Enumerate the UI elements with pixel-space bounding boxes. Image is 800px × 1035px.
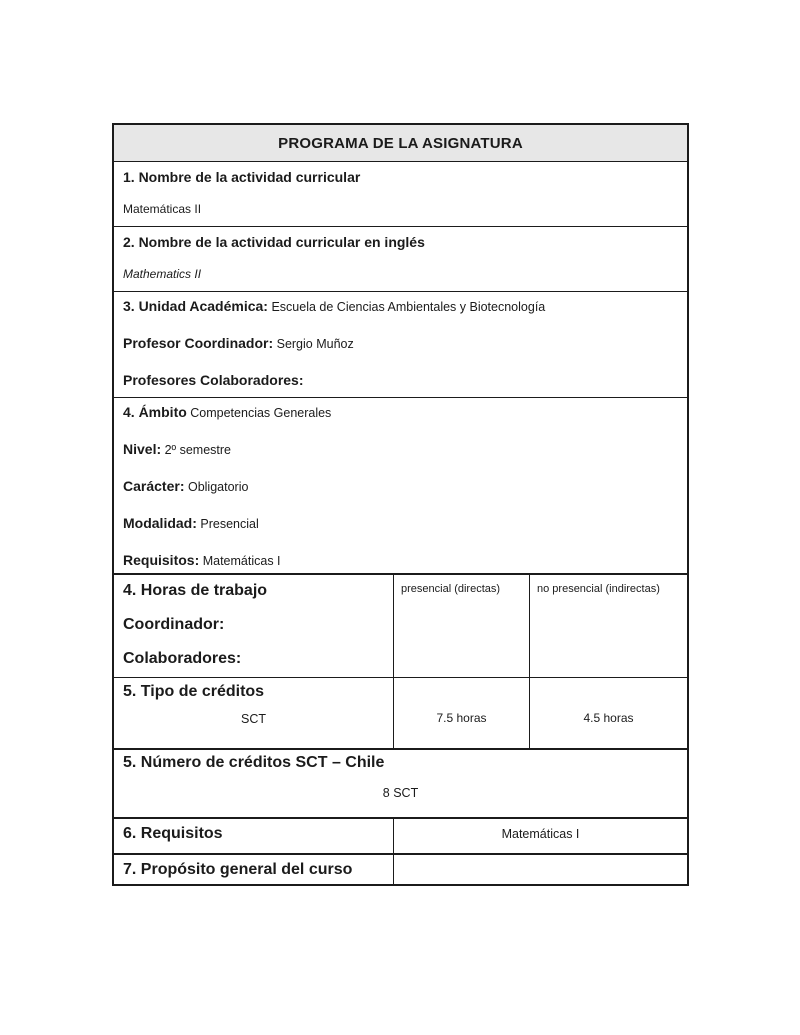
- nivel-label: Nivel:: [123, 441, 162, 457]
- ambito-label: 4. Ámbito: [123, 404, 187, 420]
- nombre-actividad-label: 1. Nombre de la actividad curricular: [123, 169, 361, 185]
- ambito-value: Competencias Generales: [190, 406, 332, 420]
- caracter-label: Carácter:: [123, 478, 185, 494]
- modalidad-line: [123, 513, 678, 534]
- requisitos-label: Requisitos:: [123, 552, 200, 568]
- nombre-ingles-label: 2. Nombre de la actividad curricular en inglés: [123, 234, 425, 250]
- profesores-colaboradores-line: [123, 370, 678, 391]
- tipo-creditos-label: 5. Tipo de créditos: [123, 683, 265, 700]
- col-no-presencial-header: no presencial (indirectas): [537, 583, 660, 595]
- nombre-ingles-value: Mathematics II: [123, 267, 202, 281]
- col-no-presencial-cell: [529, 575, 687, 677]
- caracter-value: Obligatorio: [187, 480, 249, 494]
- requisitos-line: [123, 550, 678, 571]
- nombre-actividad-value: Matemáticas II: [123, 202, 202, 216]
- horas-colaboradores-label: Colaboradores:: [123, 650, 242, 667]
- horas-presencial-cell: [393, 678, 529, 748]
- proposito-label: 7. Propósito general del curso: [123, 861, 353, 878]
- requisitos-value: Matemáticas I: [202, 554, 281, 568]
- modalidad-value: Presencial: [200, 517, 259, 531]
- programa-asignatura-table: [112, 123, 689, 886]
- horas-coordinador-label: Coordinador:: [123, 616, 225, 633]
- ambito-line: [123, 402, 678, 423]
- horas-trabajo-label: 4. Horas de trabajo: [123, 582, 268, 599]
- row-tipo-creditos: [114, 677, 687, 748]
- row-nombre-ingles: [114, 226, 687, 291]
- tipo-creditos-cell: [114, 678, 393, 748]
- modalidad-label: Modalidad:: [123, 515, 197, 531]
- numero-creditos-value: 8 SCT: [382, 786, 419, 800]
- profesores-colaboradores-label: Profesores Colaboradores:: [123, 372, 304, 388]
- col-presencial-cell: [393, 575, 529, 677]
- row-unidad-academica: [114, 291, 687, 397]
- proposito-header-cell: [114, 855, 393, 884]
- proposito-value-cell: [393, 855, 687, 884]
- col-presencial-header: presencial (directas): [401, 583, 501, 595]
- horas-no-presencial-value: 4.5 horas: [583, 711, 634, 725]
- requisitos-row-value: Matemáticas I: [501, 827, 580, 841]
- row-ambito: [114, 397, 687, 573]
- unidad-academica-line: [123, 296, 678, 317]
- profesor-coordinador-label: Profesor Coordinador:: [123, 335, 274, 351]
- nivel-value: 2º semestre: [164, 443, 232, 457]
- horas-trabajo-cell: [114, 575, 393, 677]
- row-proposito: [114, 853, 687, 884]
- tipo-creditos-value: SCT: [241, 712, 266, 726]
- row-requisitos: [114, 817, 687, 853]
- horas-no-presencial-cell: [529, 678, 687, 748]
- profesor-coordinador-line: [123, 333, 678, 354]
- table-header-row: [114, 125, 687, 161]
- profesor-coordinador-value: Sergio Muñoz: [276, 337, 354, 351]
- nivel-line: [123, 439, 678, 460]
- requisitos-header-cell: [114, 819, 393, 853]
- caracter-line: [123, 476, 678, 497]
- horas-presencial-value: 7.5 horas: [436, 711, 487, 725]
- table-title: PROGRAMA DE LA ASIGNATURA: [278, 134, 523, 152]
- requisitos-value-cell: [393, 819, 687, 853]
- row-nombre-actividad: [114, 161, 687, 226]
- requisitos-row-label: 6. Requisitos: [123, 825, 223, 842]
- row-horas-trabajo: [114, 573, 687, 677]
- unidad-academica-label: 3. Unidad Académica:: [123, 298, 268, 314]
- unidad-academica-value: Escuela de Ciencias Ambientales y Biotecnología: [271, 300, 546, 314]
- numero-creditos-label: 5. Número de créditos SCT – Chile: [123, 754, 385, 771]
- row-numero-creditos: [114, 748, 687, 817]
